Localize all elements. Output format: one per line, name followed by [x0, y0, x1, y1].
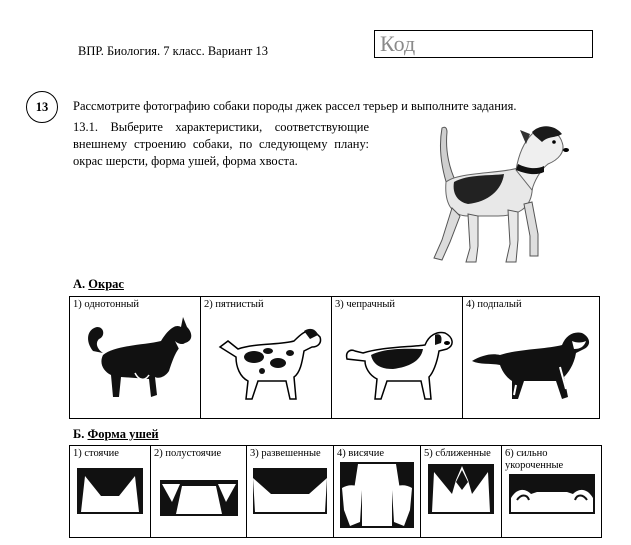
ear-option-1[interactable]: [70, 446, 151, 538]
ear-option-2[interactable]: [151, 446, 247, 538]
solid-dog-illustration: [75, 311, 195, 406]
coat-option-3[interactable]: [332, 297, 463, 419]
option-label: 2) полустоячие: [154, 448, 222, 459]
option-label: 2) пятнистый: [204, 299, 264, 310]
task-text: 13.1. Выберите характеристики, соответствующие внешнему строению собаки, по следующему плану: окрас шерсти, форма ушей, форма хвоста.: [73, 120, 369, 168]
ear-option-6[interactable]: [502, 446, 602, 538]
question-number: 13: [26, 91, 58, 123]
section-a-title: [73, 277, 124, 292]
coat-color-table: [69, 296, 600, 419]
close-set-ears-illustration: [426, 460, 496, 516]
section-b-letter: Б.: [73, 427, 85, 441]
ear-option-4[interactable]: [334, 446, 421, 538]
question-intro: Рассмотрите фотографию собаки породы джек рассел терьер и выполните задания.: [73, 99, 517, 113]
option-label: 5) сближенные: [424, 448, 491, 459]
option-label: 3) чепрачный: [335, 299, 395, 310]
jack-russell-photo: [398, 120, 578, 270]
erect-ears-illustration: [75, 460, 145, 516]
drooping-ears-illustration: [338, 460, 416, 530]
option-label: 1) стоячие: [73, 448, 119, 459]
coat-option-2[interactable]: [201, 297, 332, 419]
option-label: 4) висячие: [337, 448, 384, 459]
coat-option-4[interactable]: [463, 297, 600, 419]
cropped-ears-illustration: [507, 472, 597, 516]
section-a-letter: А.: [73, 277, 86, 291]
spread-ears-illustration: [251, 460, 329, 516]
semi-erect-ears-illustration: [156, 460, 242, 516]
ear-option-5[interactable]: [421, 446, 502, 538]
ear-shape-table: [69, 445, 602, 538]
section-b-title: [73, 427, 159, 442]
section-b-heading: Форма ушей: [87, 427, 159, 441]
option-label: 4) подпалый: [466, 299, 522, 310]
tan-point-dog-illustration: [468, 311, 594, 406]
option-label: 3) развешенные: [250, 448, 321, 459]
coat-option-1[interactable]: [70, 297, 201, 419]
ear-option-3[interactable]: [247, 446, 334, 538]
spotted-dog-illustration: [206, 311, 326, 406]
saddle-dog-illustration: [337, 311, 457, 406]
option-label: 6) сильно укороченные: [505, 448, 564, 471]
code-input-box[interactable]: Код: [374, 30, 593, 58]
option-label: 1) однотонный: [73, 299, 140, 310]
page-header: ВПР. Биология. 7 класс. Вариант 13: [78, 44, 268, 58]
section-a-heading: Окрас: [88, 277, 124, 291]
